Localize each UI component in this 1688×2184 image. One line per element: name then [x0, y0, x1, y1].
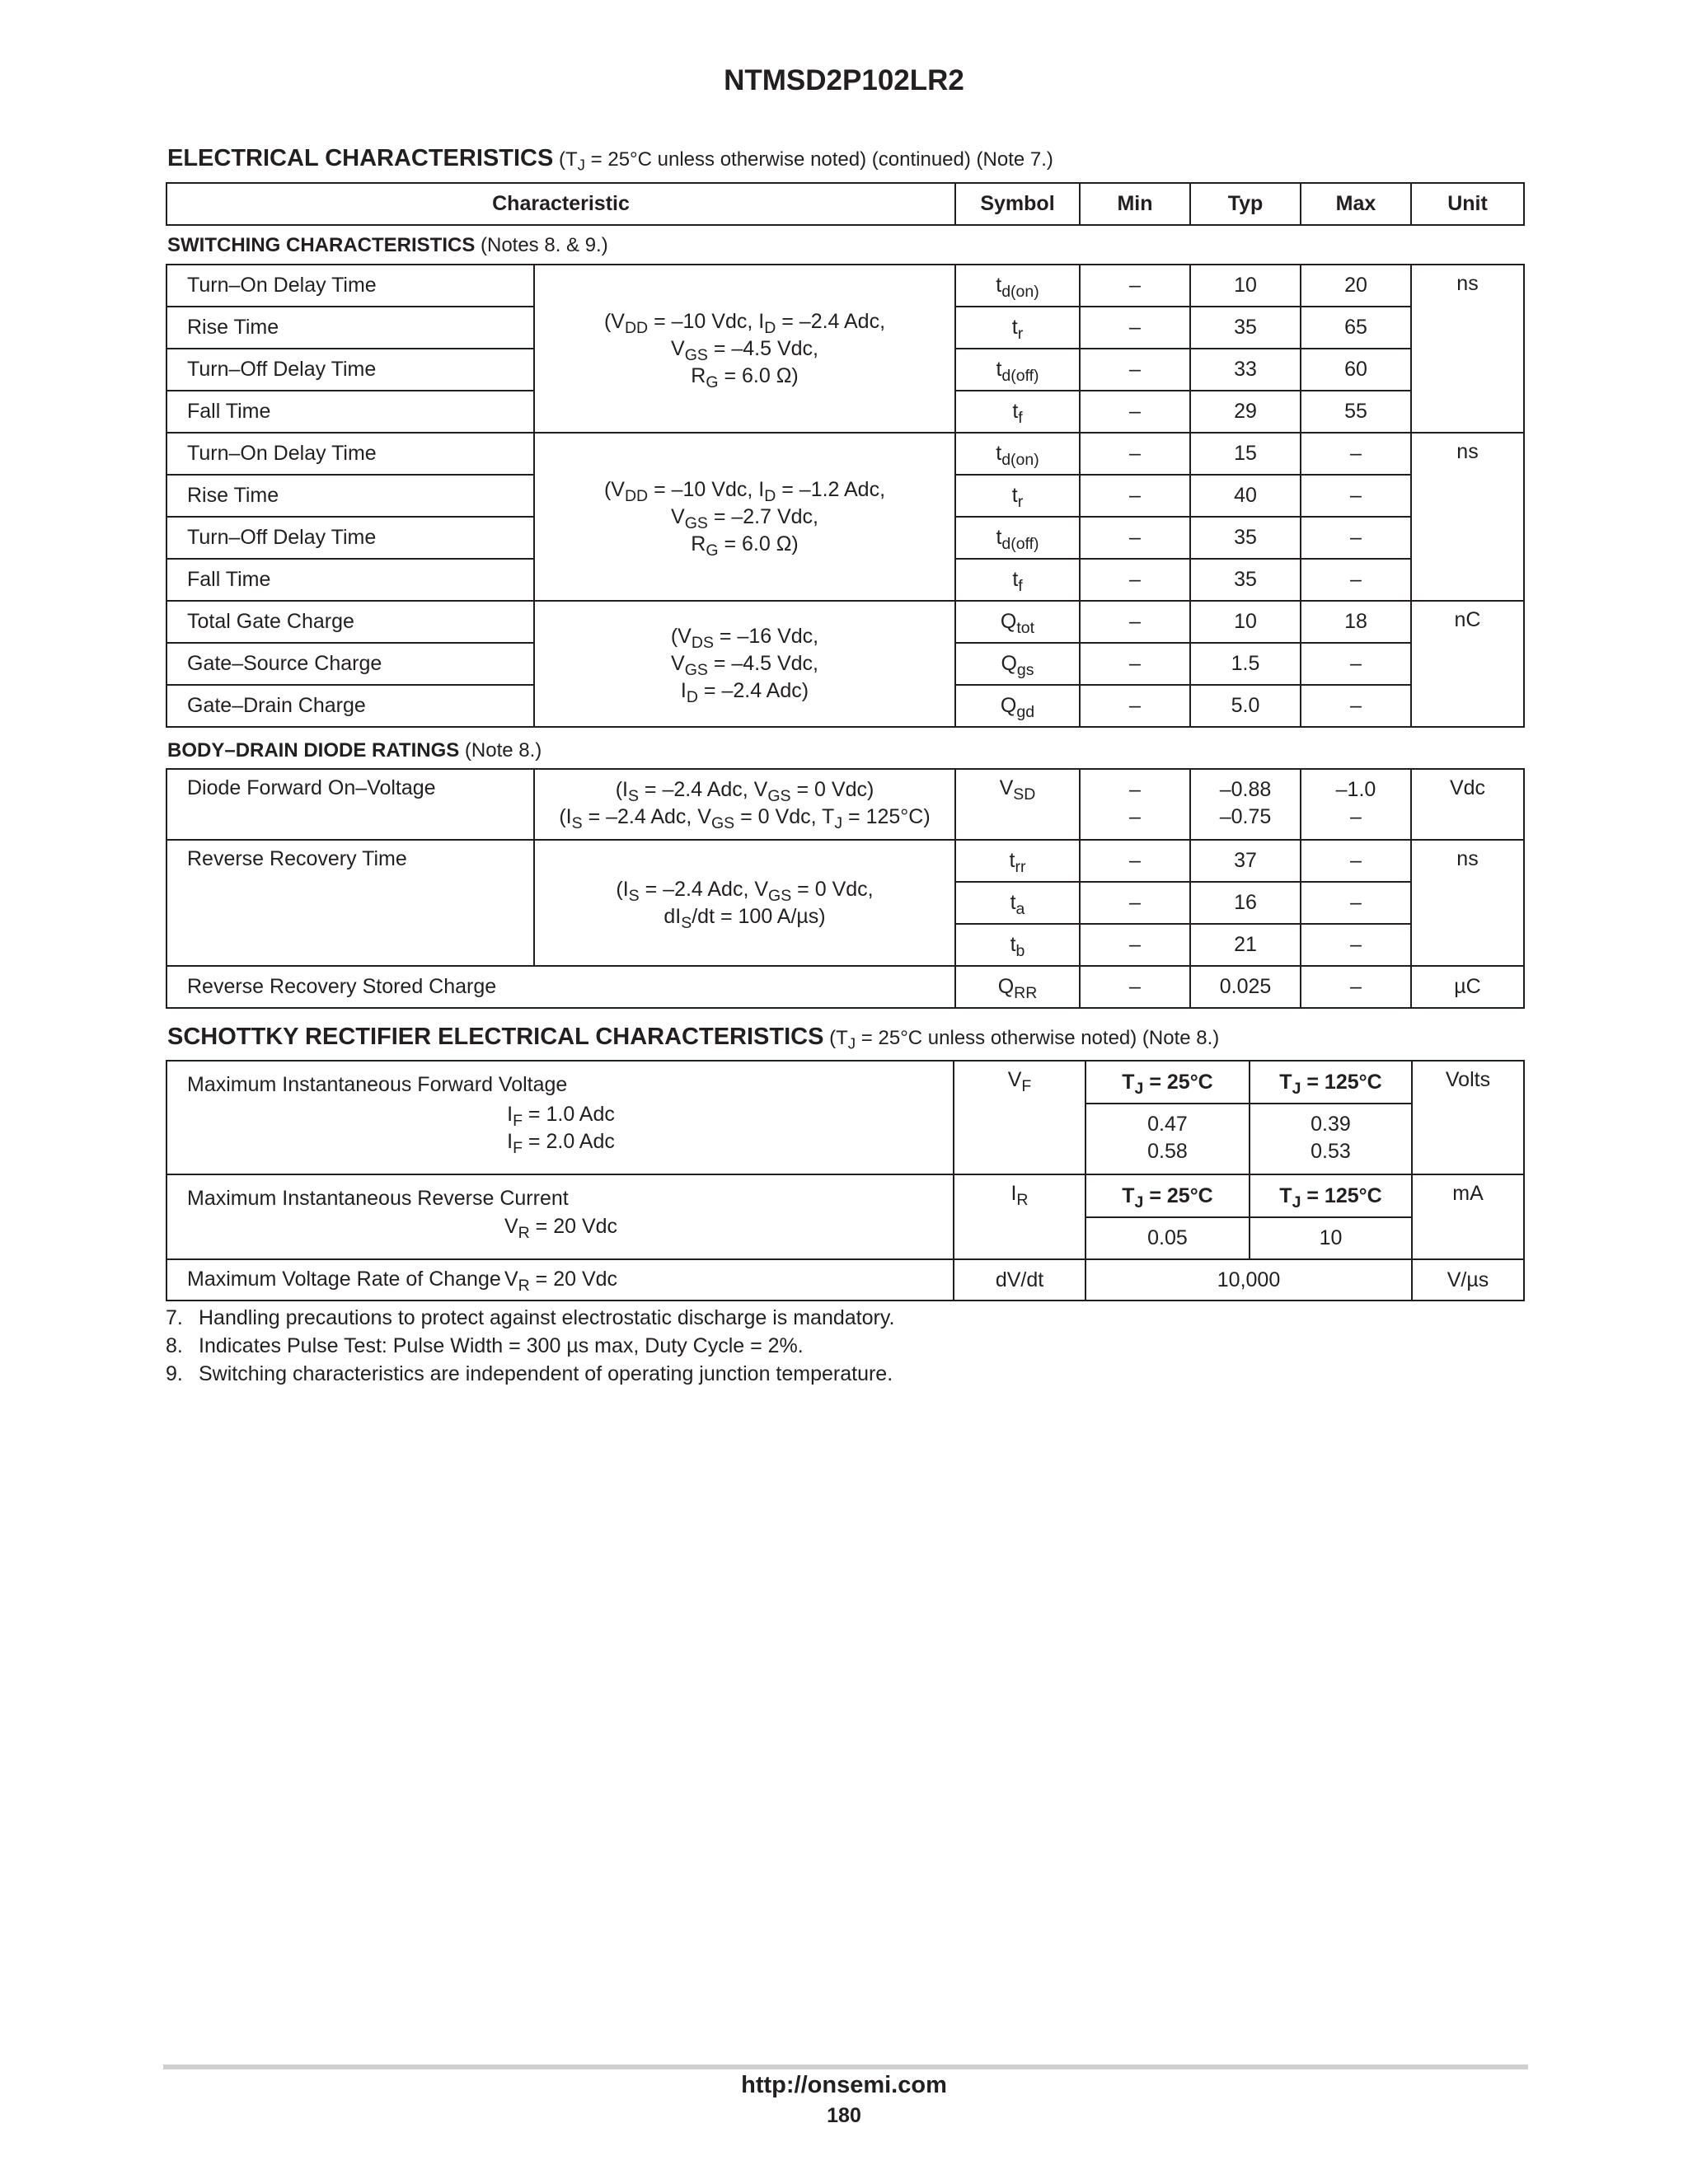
table-row: 0.05 10: [166, 1217, 1524, 1259]
test-condition: ($I_S = -2.4$ Adc, $V_{GS} = 0$ Vdc, $dI_S/dt = 100$ A/µs): [534, 840, 955, 966]
table-row: Reverse Recovery Stored Charge $Q_{RR}$ – 0.025 – µC: [166, 966, 1524, 1008]
footer-divider: [163, 2064, 1528, 2069]
col-unit: Unit: [1411, 183, 1524, 225]
table-row: $t_b$ – 21 –: [166, 924, 1524, 966]
table-row: Turn–Off Delay Time $t_{d(off)}$ – 35 –: [166, 517, 1524, 559]
test-condition: $I_F = 1.0$ Adc $I_F = 2.0$ Adc: [507, 1103, 615, 1157]
unit-cell: ns: [1411, 265, 1524, 433]
test-condition: $V_R = 20$ Vdc: [504, 1215, 618, 1242]
page-header-part-number: NTMSD2P102LR2: [724, 64, 964, 96]
table-row: Gate–Source Charge $Q_{gs}$ – 1.5 –: [166, 643, 1524, 685]
column-header-table: [166, 182, 1525, 226]
col-characteristic: Characteristic: [166, 183, 955, 225]
col-symbol: Symbol: [955, 183, 1080, 225]
table-row: Fall Time $t_f$ – 29 55: [166, 391, 1524, 433]
footnote: 8. Indicates Pulse Test: Pulse Width = 300 µs max, Duty Cycle = 2%.: [166, 1334, 804, 1357]
switching-characteristics-title: SWITCHING CHARACTERISTICS (Notes 8. & 9.): [167, 234, 608, 256]
table-row: Maximum Voltage Rate of Change $V_R = 20$ Vdc dV/dt 10,000 V/µs: [166, 1259, 1524, 1301]
col-max: Max: [1301, 183, 1411, 225]
switching-table: [166, 264, 1525, 728]
test-condition: $V_R = 20$ Vdc: [504, 1268, 618, 1295]
col-min: Min: [1080, 183, 1190, 225]
unit-cell: ns: [1411, 433, 1524, 601]
page-number: 180: [827, 2104, 861, 2127]
table-row: Rise Time $t_r$ – 35 65: [166, 307, 1524, 349]
table-row: Fall Time $t_f$ – 35 –: [166, 559, 1524, 601]
schottky-table: [166, 1060, 1525, 1301]
table-row: 0.47 0.58 0.39 0.53: [166, 1104, 1524, 1174]
electrical-characteristics-title: ELECTRICAL CHARACTERISTICS ($T_J = 25^\circ C$ unless otherwise noted) (continued) (Note 7.): [167, 145, 1053, 174]
schottky-title: SCHOTTKY RECTIFIER ELECTRICAL CHARACTERISTICS ($T_J = 25^\circ C$ unless otherwise noted) (Note 8.): [167, 1024, 1220, 1052]
table-row: Reverse Recovery Time ($I_S = -2.4$ Adc, $V_{GS} = 0$ Vdc, $dI_S/dt = 100$ A/µs) $t_{rr}$ – 37 – ns: [166, 840, 1524, 882]
table-row: Total Gate Charge ($V_{DS} = -16$ Vdc, $V_{GS} = -4.5$ Vdc, $I_D = -2.4$ Adc) $Q_{tot}$ – 10 18 nC: [166, 601, 1524, 643]
body-diode-table: [166, 768, 1525, 1009]
table-row: Turn–On Delay Time ($V_{DD} = -10$ Vdc, $I_D = -1.2$ Adc, $V_{GS} = -2.7$ Vdc, $R_G = 6.0$ Ω) $t_{d(on)}$ – 15 – ns: [166, 433, 1524, 475]
table-row: Maximum Instantaneous Forward Voltage $I_F = 1.0$ Adc $I_F = 2.0$ Adc $V_F$ $T_J = 25^\circ C$ $T_J = 125^\circ C$ Volts: [166, 1061, 1524, 1104]
test-condition: ($V_{DD} = -10$ Vdc, $I_D = -2.4$ Adc, $V_{GS} = -4.5$ Vdc, $R_G = 6.0$ Ω): [534, 265, 955, 433]
footer-url-link[interactable]: http://onsemi.com: [741, 2072, 947, 2098]
footnote: 9. Switching characteristics are independent of operating junction temperature.: [166, 1362, 893, 1385]
table-row: Diode Forward On–Voltage ($I_S = -2.4$ Adc, $V_{GS} = 0$ Vdc) ($I_S = -2.4$ Adc, $V_{GS} = 0$ Vdc, $T_J = 125^\circ C$) $V_{SD}$ – – –0.88 –0.75 –1.0 – Vdc: [166, 769, 1524, 840]
test-condition: ($V_{DD} = -10$ Vdc, $I_D = -1.2$ Adc, $V_{GS} = -2.7$ Vdc, $R_G = 6.0$ Ω): [534, 433, 955, 601]
table-row: Turn–Off Delay Time $t_{d(off)}$ – 33 60: [166, 349, 1524, 391]
col-typ: Typ: [1190, 183, 1301, 225]
footnote: 7. Handling precautions to protect against electrostatic discharge is mandatory.: [166, 1306, 895, 1329]
footnotes: [166, 1304, 894, 1388]
test-condition: ($I_S = -2.4$ Adc, $V_{GS} = 0$ Vdc) ($I_S = -2.4$ Adc, $V_{GS} = 0$ Vdc, $T_J = 125^\circ C$): [534, 769, 955, 840]
table-row: Turn–On Delay Time ($V_{DD} = -10$ Vdc, $I_D = -2.4$ Adc, $V_{GS} = -4.5$ Vdc, $R_G = 6.0$ Ω) $t_{d(on)}$ – 10 20 ns: [166, 265, 1524, 307]
table-row: Rise Time $t_r$ – 40 –: [166, 475, 1524, 517]
body-diode-title: BODY–DRAIN DIODE RATINGS (Note 8.): [167, 739, 542, 762]
table-row: $t_a$ – 16 –: [166, 882, 1524, 924]
unit-cell: nC: [1411, 601, 1524, 727]
test-condition: ($V_{DS} = -16$ Vdc, $V_{GS} = -4.5$ Vdc, $I_D = -2.4$ Adc): [534, 601, 955, 727]
table-row: Gate–Drain Charge $Q_{gd}$ – 5.0 –: [166, 685, 1524, 727]
table-row: Maximum Instantaneous Reverse Current $V_R = 20$ Vdc $I_R$ $T_J = 25^\circ C$ $T_J = 125^\circ C$ mA: [166, 1174, 1524, 1217]
